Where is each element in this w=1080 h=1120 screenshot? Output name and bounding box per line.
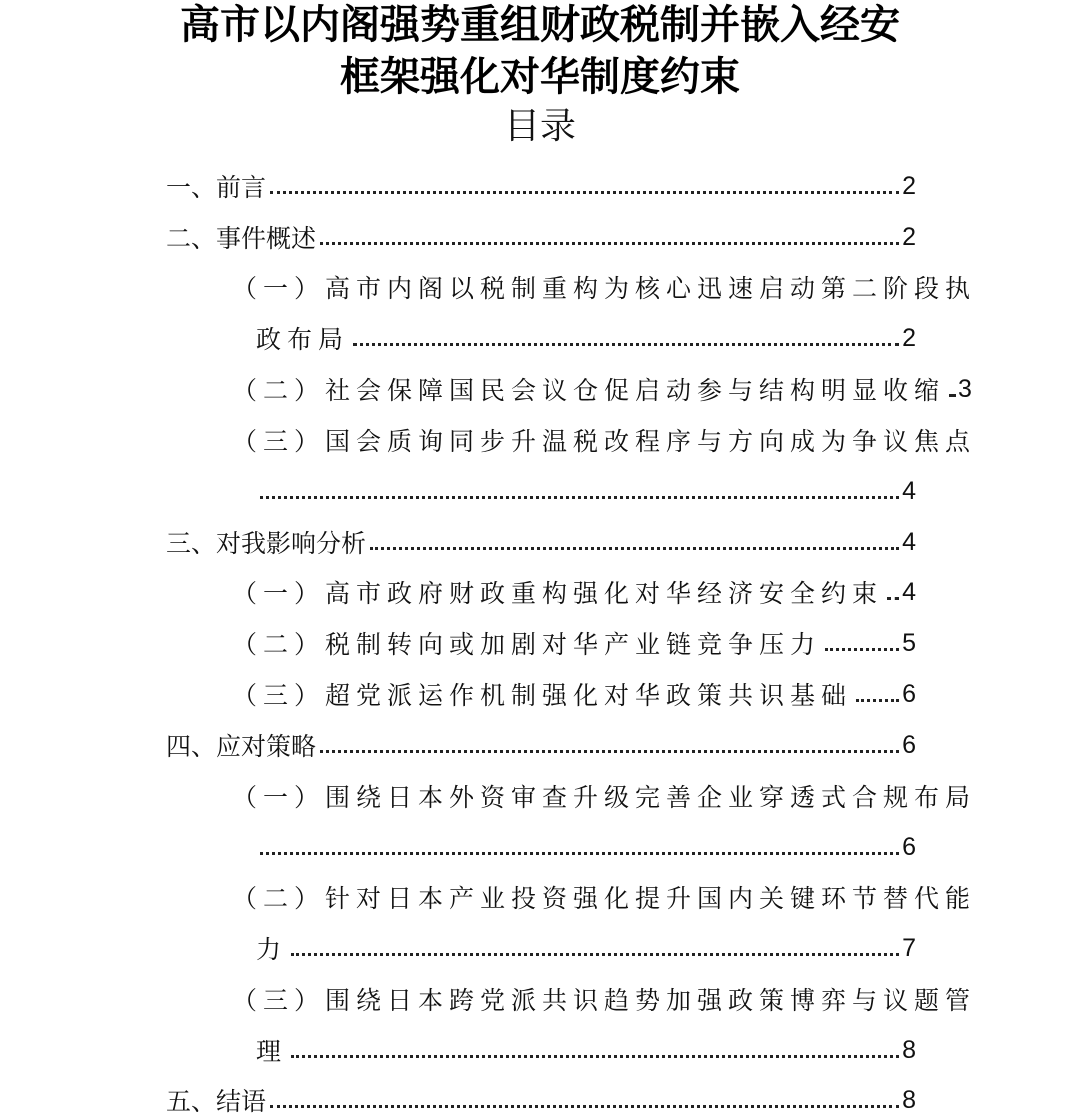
toc-entry-conclusion[interactable] bbox=[166, 1080, 916, 1120]
toc-entry-title: 二、事件概述 bbox=[166, 224, 317, 253]
toc-leader-dots bbox=[949, 394, 955, 397]
toc-entry-title: 力 bbox=[256, 935, 288, 964]
toc-entry-impact-analysis[interactable] bbox=[166, 522, 916, 562]
toc-entry-title: （三）国会质询同步升温税改程序与方向成为争议焦点 bbox=[232, 427, 977, 456]
toc-entry-title: 五、结语 bbox=[166, 1087, 267, 1116]
toc-entry-2-1[interactable] bbox=[232, 267, 977, 307]
toc-entry-3-2[interactable] bbox=[232, 623, 916, 663]
toc-page-number: 6 bbox=[902, 679, 916, 708]
toc-leader-dots bbox=[291, 953, 899, 956]
toc-page-number: 4 bbox=[902, 476, 916, 505]
toc-leader-dots bbox=[887, 597, 899, 600]
toc-leader-dots bbox=[856, 699, 899, 702]
toc-entry-4-1-continued[interactable] bbox=[256, 827, 916, 867]
toc-page-number: 3 bbox=[958, 374, 972, 403]
toc-entry-preface[interactable] bbox=[166, 166, 916, 206]
toc-entry-title: 四、应对策略 bbox=[166, 732, 317, 761]
toc-page-number: 2 bbox=[902, 323, 916, 352]
toc-entry-title: 三、对我影响分析 bbox=[166, 529, 367, 558]
toc-entry-title: （二）社会保障国民会议仓促启动参与结构明显收缩 bbox=[232, 376, 946, 405]
toc-page-number: 6 bbox=[902, 730, 916, 759]
toc-entry-title: 一、前言 bbox=[166, 173, 267, 202]
toc-page-number: 6 bbox=[902, 832, 916, 861]
toc-entry-2-3-continued[interactable] bbox=[256, 471, 916, 511]
toc-entry-event-overview[interactable] bbox=[166, 217, 916, 257]
toc-entry-title: （一）高市内阁以税制重构为核心迅速启动第二阶段执 bbox=[232, 274, 977, 303]
toc-entry-title: 政布局 bbox=[256, 325, 350, 354]
toc-entry-countermeasures[interactable] bbox=[166, 725, 916, 765]
toc-page-number: 8 bbox=[902, 1085, 916, 1114]
toc-entry-title: 理 bbox=[256, 1037, 288, 1066]
toc-entry-4-2[interactable] bbox=[232, 877, 977, 917]
toc-page-number: 4 bbox=[902, 527, 916, 556]
toc-entry-2-2[interactable] bbox=[232, 369, 972, 409]
toc-page-number: 4 bbox=[902, 577, 916, 606]
toc-heading: 目录 bbox=[503, 106, 576, 147]
toc-entry-2-1-continued[interactable] bbox=[256, 318, 916, 358]
toc-leader-dots bbox=[260, 852, 899, 855]
toc-leader-dots bbox=[320, 750, 899, 753]
toc-entry-2-3[interactable] bbox=[232, 420, 977, 460]
toc-entry-3-3[interactable] bbox=[232, 674, 916, 714]
toc-entry-title: （一）围绕日本外资审查升级完善企业穿透式合规布局 bbox=[232, 783, 977, 812]
toc-page-number: 2 bbox=[902, 171, 916, 200]
toc-leader-dots bbox=[825, 648, 899, 651]
toc-page-number: 7 bbox=[902, 933, 916, 962]
document-title-line-1: 高市以内阁强势重组财政税制并嵌入经安 bbox=[180, 1, 900, 48]
toc-entry-4-2-continued[interactable] bbox=[256, 928, 916, 968]
document-title-line-2: 框架强化对华制度约束 bbox=[340, 53, 740, 100]
toc-leader-dots bbox=[270, 191, 899, 194]
toc-entry-title: （二）针对日本产业投资强化提升国内关键环节替代能 bbox=[232, 884, 977, 913]
toc-page-number: 5 bbox=[902, 628, 916, 657]
toc-page-number: 2 bbox=[902, 222, 916, 251]
toc-entry-title: （三）围绕日本跨党派共识趋势加强政策博弈与议题管 bbox=[232, 986, 977, 1015]
toc-leader-dots bbox=[260, 496, 899, 499]
toc-entry-title: （一）高市政府财政重构强化对华经济安全约束 bbox=[232, 579, 884, 608]
toc-page-number: 8 bbox=[902, 1035, 916, 1064]
toc-leader-dots bbox=[291, 1055, 899, 1058]
toc-entry-title: （三）超党派运作机制强化对华政策共识基础 bbox=[232, 681, 853, 710]
toc-leader-dots bbox=[270, 1105, 899, 1108]
toc-leader-dots bbox=[320, 242, 899, 245]
toc-leader-dots bbox=[370, 547, 899, 550]
toc-entry-3-1[interactable] bbox=[232, 572, 916, 612]
toc-leader-dots bbox=[353, 343, 899, 346]
toc-entry-4-3-continued[interactable] bbox=[256, 1030, 916, 1070]
toc-entry-title: （二）税制转向或加剧对华产业链竞争压力 bbox=[232, 630, 822, 659]
toc-entry-4-1[interactable] bbox=[232, 776, 977, 816]
toc-entry-4-3[interactable] bbox=[232, 979, 977, 1019]
